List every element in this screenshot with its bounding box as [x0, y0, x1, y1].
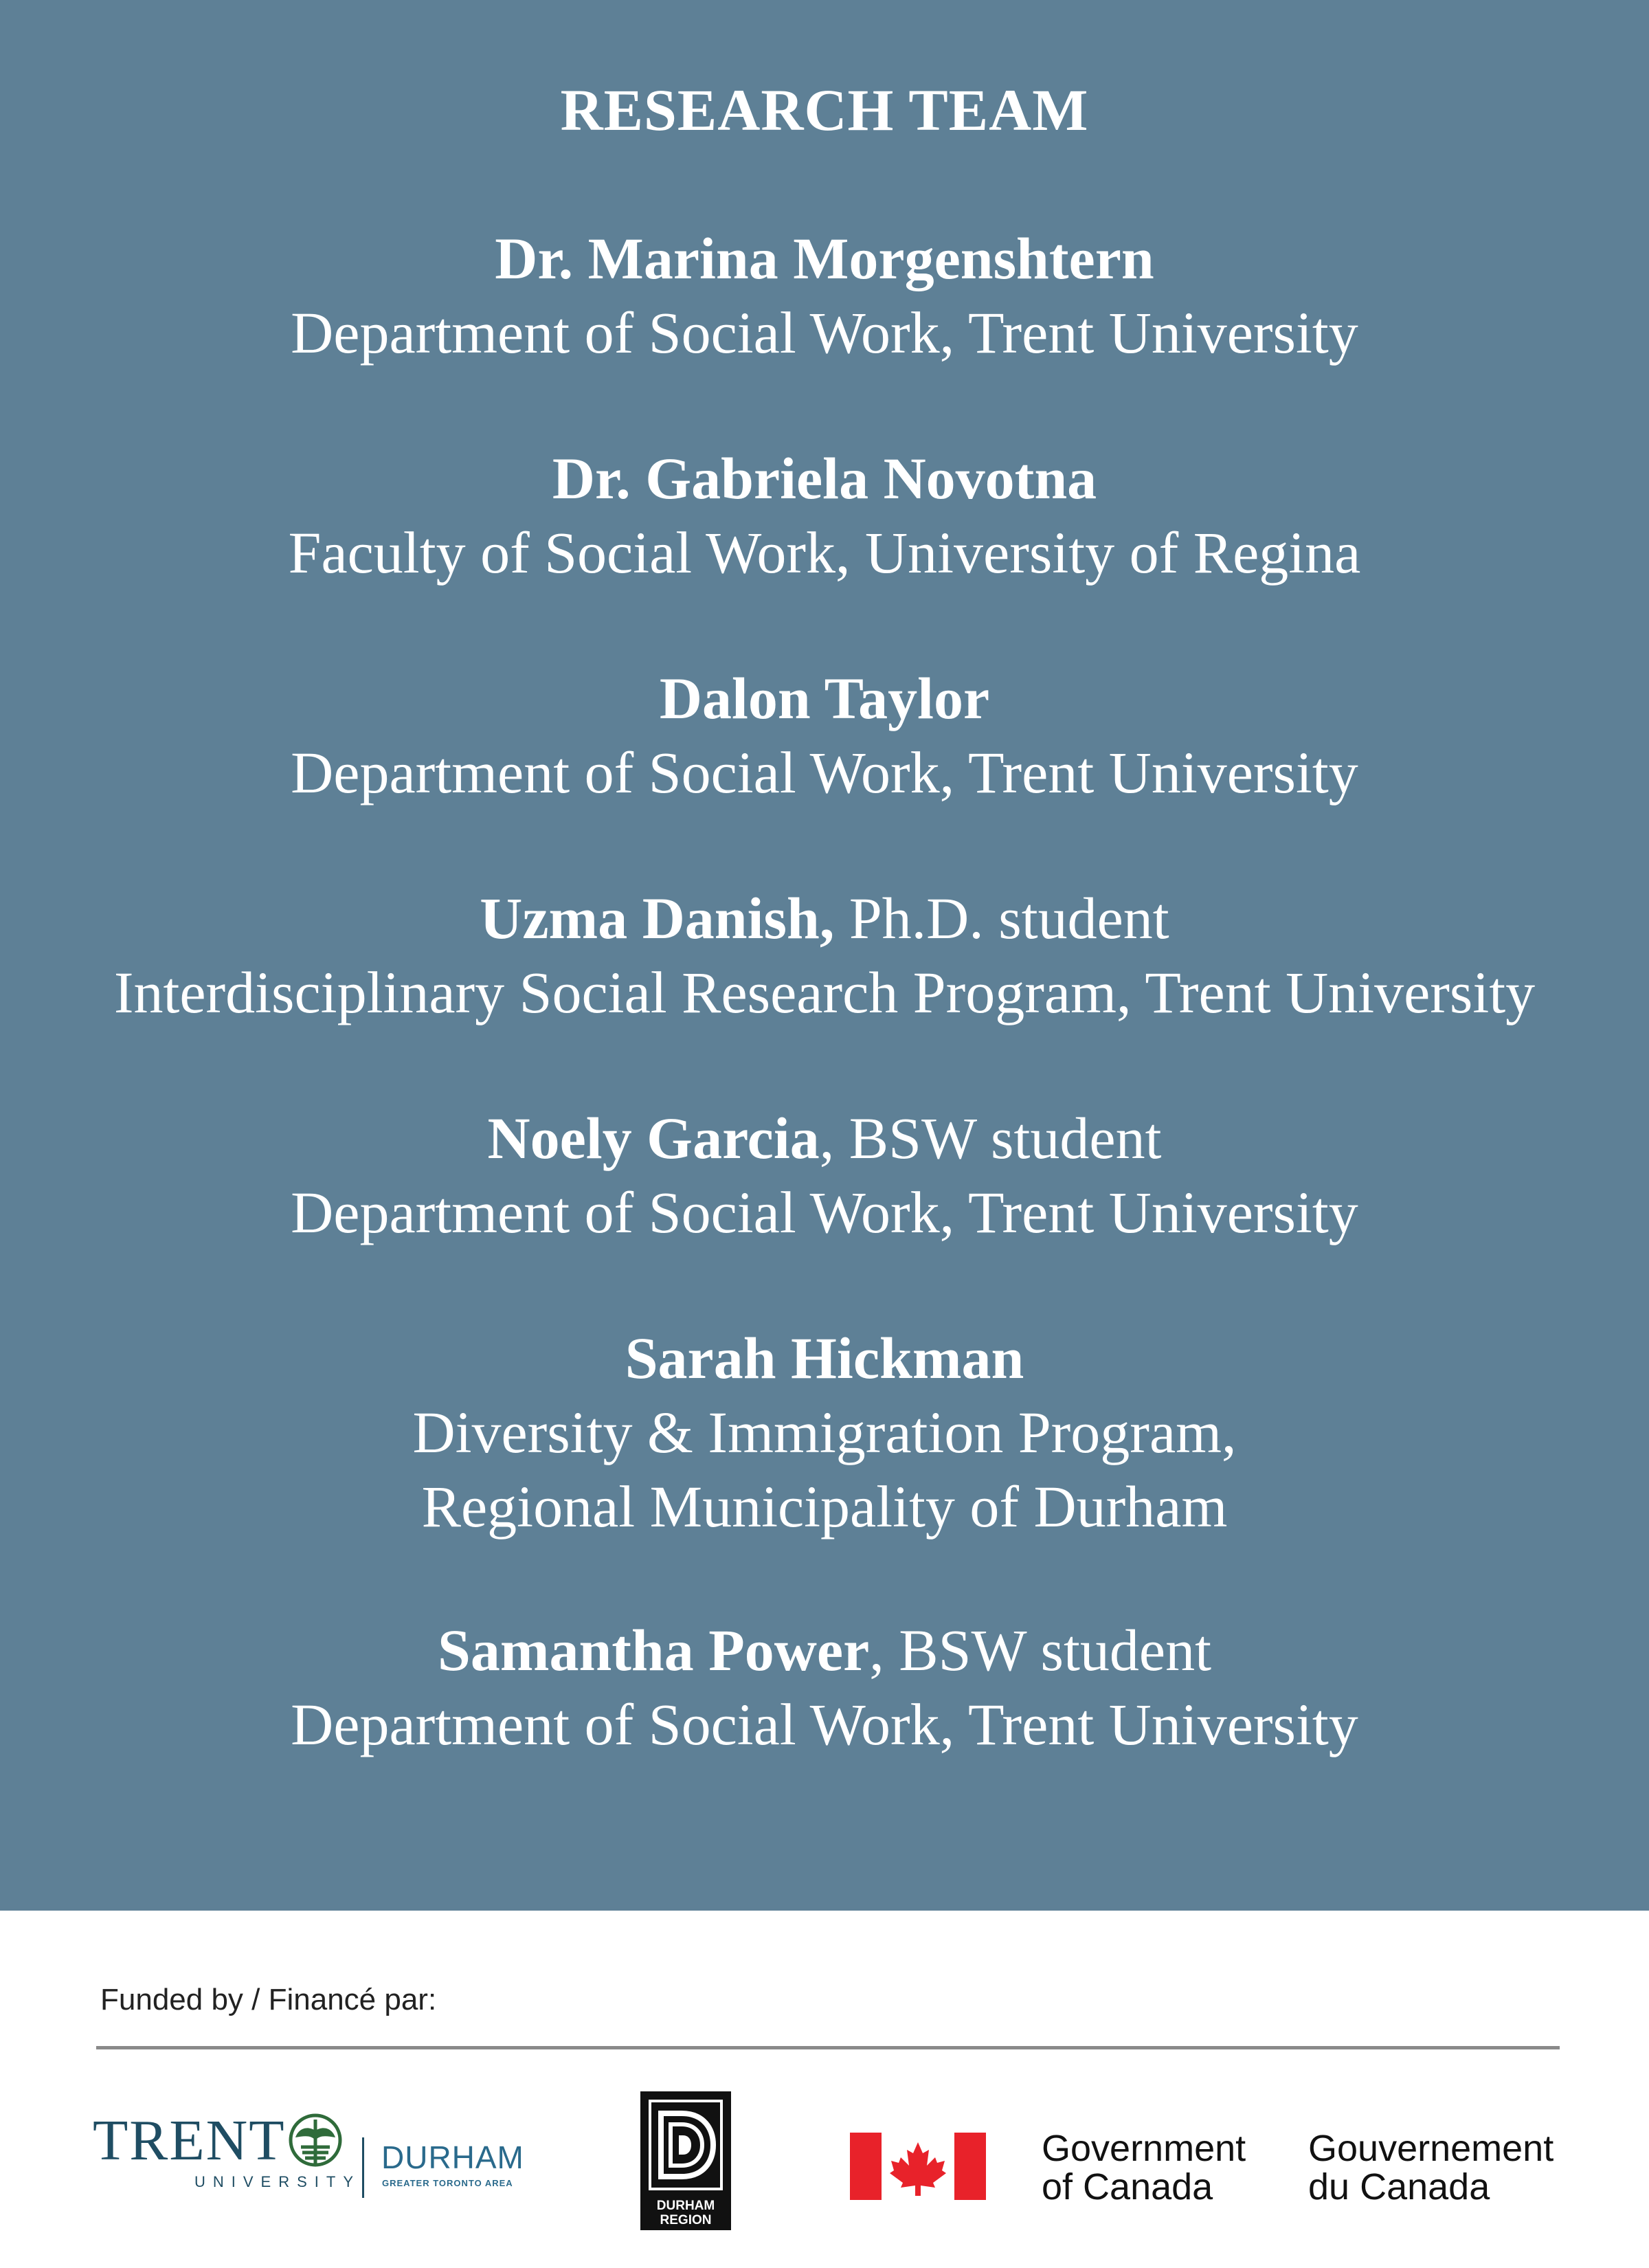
member-affiliation: Interdisciplinary Social Research Program, Trent University: [113, 959, 1536, 1025]
member-name: Sarah Hickman: [625, 1325, 1024, 1391]
gov-canada-french-line2: du Canada: [1308, 2166, 1490, 2208]
member-name: Samantha Power: [438, 1617, 870, 1683]
durham-region-line1: DURHAM: [656, 2199, 715, 2213]
member-role: , BSW student: [869, 1617, 1211, 1683]
durham-region-logo: [640, 2091, 731, 2230]
member-name: Uzma Danish,: [480, 885, 835, 951]
logo-divider: [362, 2137, 364, 2198]
member-role: Ph.D. student: [834, 885, 1169, 951]
member-name-line: [0, 1321, 1649, 1395]
member-name-line: [0, 1613, 1649, 1687]
member-role: , BSW student: [819, 1105, 1162, 1171]
funded-by-label: Funded by / Financé par:: [100, 1983, 437, 2016]
trent-campus-subtext: GREATER TORONTO AREA: [382, 2178, 513, 2188]
member-affiliation: Department of Social Work, Trent University: [291, 740, 1358, 805]
durham-d-icon: [646, 2097, 726, 2193]
team-member: [0, 661, 1649, 810]
member-affiliation: Diversity & Immigration Program,: [412, 1399, 1237, 1465]
team-member: [0, 1613, 1649, 1761]
trent-wordmark: TRENT: [93, 2109, 286, 2172]
gov-canada-english-line1: Government: [1042, 2128, 1246, 2169]
member-name-line: [0, 1101, 1649, 1175]
team-member: [0, 1321, 1649, 1544]
trent-university-text: UNIVERSITY: [194, 2173, 361, 2190]
member-name: Dr. Gabriela Novotna: [552, 445, 1097, 511]
canada-flag-icon: [850, 2133, 986, 2200]
gov-canada-english: [1042, 2129, 1246, 2206]
member-affiliation: Department of Social Work, Trent University: [291, 300, 1358, 366]
gov-canada-french: [1308, 2129, 1553, 2206]
team-member: [0, 881, 1649, 1030]
trent-campus-text: DURHAM: [381, 2139, 524, 2175]
member-affiliation: Regional Municipality of Durham: [421, 1474, 1228, 1539]
divider: [96, 2046, 1560, 2049]
gov-canada-english-line2: of Canada: [1042, 2166, 1213, 2208]
funders-footer: [0, 1911, 1649, 2268]
team-member: [0, 1101, 1649, 1249]
member-name-line: [0, 661, 1649, 735]
trent-emblem-icon: [287, 2113, 344, 2175]
member-name: Noely Garcia: [487, 1105, 820, 1171]
section-title: RESEARCH TEAM: [560, 77, 1089, 143]
member-affiliation: Department of Social Work, Trent University: [291, 1691, 1358, 1757]
team-member: [0, 221, 1649, 370]
member-name-line: [0, 221, 1649, 296]
member-name-line: [0, 441, 1649, 515]
member-name-line: [0, 881, 1649, 955]
durham-region-line2: REGION: [660, 2213, 712, 2227]
gov-canada-french-line1: Gouvernement: [1308, 2128, 1554, 2169]
member-name: Dr. Marina Morgenshtern: [495, 225, 1154, 291]
member-name: Dalon Taylor: [659, 665, 990, 731]
team-member: [0, 441, 1649, 590]
trent-durham-logo: [93, 2110, 532, 2206]
member-affiliation: Faculty of Social Work, University of Regina: [288, 520, 1361, 586]
member-affiliation: Department of Social Work, Trent University: [291, 1179, 1358, 1245]
